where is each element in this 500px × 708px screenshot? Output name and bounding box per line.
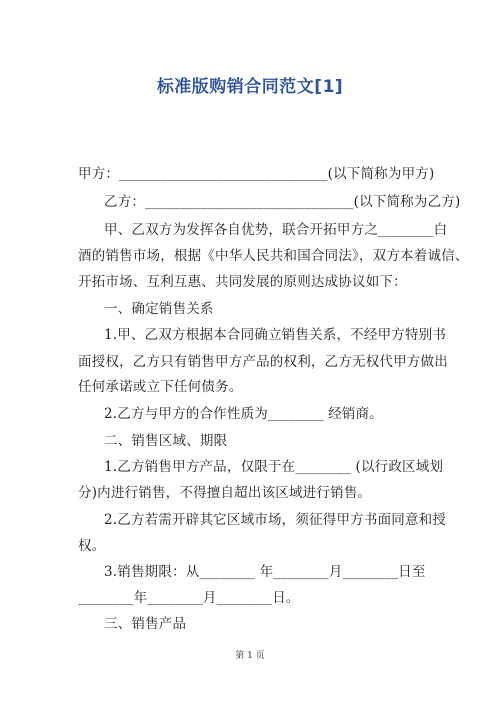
paragraph-line: 2.乙方与甲方的合作性质为________ 经销商。 (104, 406, 383, 422)
section-heading-1: 一、确定销售关系 (104, 301, 214, 317)
paragraph-line: 权。 (78, 538, 106, 554)
page-number: 第 1 页 (235, 651, 265, 661)
party-b-line: 乙方：______________________________(以下简称为乙方) (104, 194, 461, 210)
paragraph-line: 1.乙方销售甲方产品，仅限于在________ (以行政区域划 (104, 459, 444, 475)
party-a-line: 甲方：______________________________(以下简称为甲方) (78, 166, 435, 182)
paragraph-line: 任何承诺或立下任何债务。 (78, 379, 243, 395)
document-title: 标准版购销合同范文[1] (156, 77, 344, 97)
paragraph-line: 分)内进行销售，不得擅自超出该区域进行销售。 (78, 485, 372, 501)
paragraph-line: 酒的销售市场，根据《中华人民共和国合同法》，双方本着诚信、 (78, 248, 469, 264)
paragraph-line: 甲、乙双方为发挥各自优势，联合开拓甲方之________白 (104, 222, 448, 238)
section-heading-2: 二、销售区域、期限 (104, 433, 228, 449)
paragraph-line: 2.乙方若需开辟其它区域市场，须征得甲方书面同意和授 (104, 512, 447, 528)
paragraph-line: 开拓市场、互利互惠、共同发展的原则达成协议如下： (78, 274, 407, 290)
paragraph-line: 面授权，乙方只有销售甲方产品的权利，乙方无权代甲方做出 (78, 354, 448, 370)
paragraph-line: 1.甲、乙双方根据本合同确立销售关系，不经甲方特别书 (104, 327, 447, 343)
section-heading-3: 三、销售产品 (104, 616, 187, 632)
paragraph-line: ________年________月________日。 (78, 590, 300, 606)
paragraph-line: 3.销售期限：从________ 年________月________日至 (104, 564, 426, 580)
